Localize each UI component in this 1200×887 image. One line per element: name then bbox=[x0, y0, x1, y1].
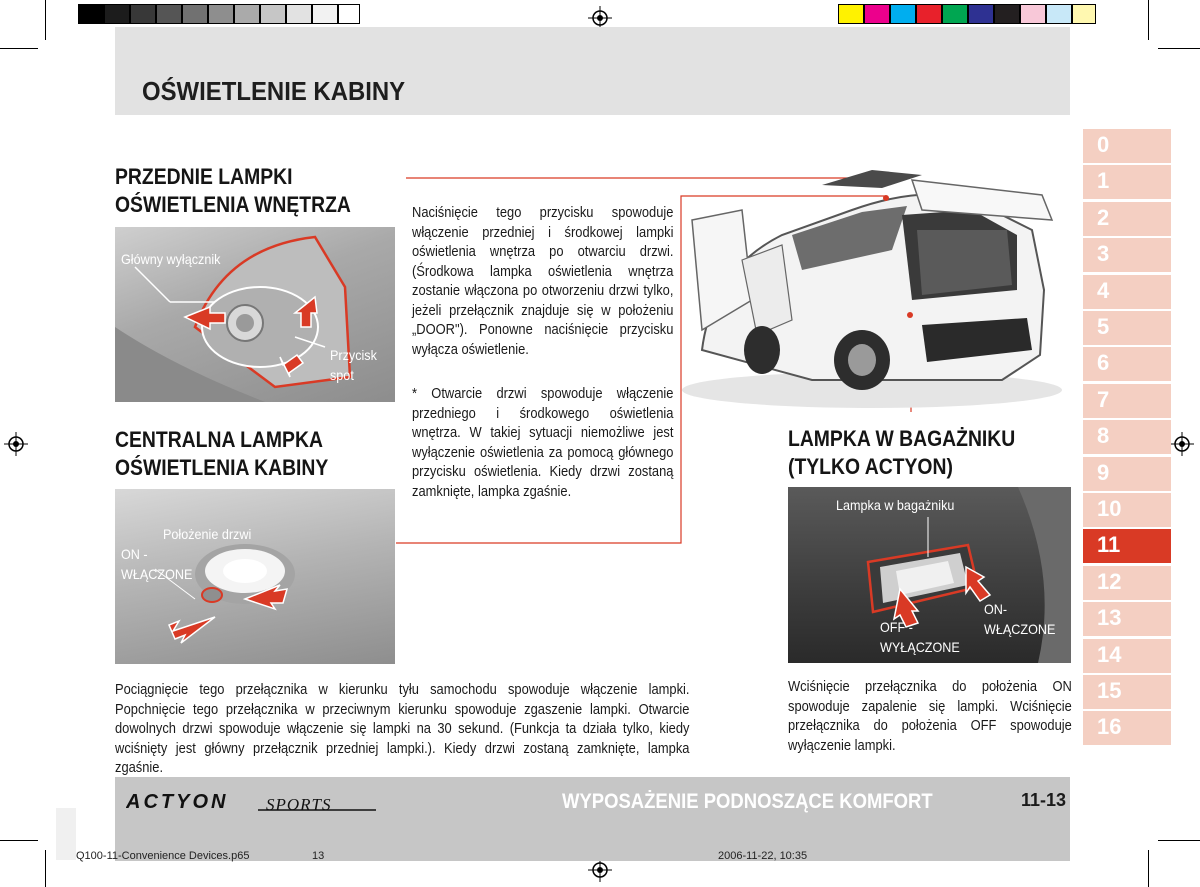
footer-section-title: WYPOSAŻENIE PODNOSZĄCE KOMFORT bbox=[562, 790, 933, 813]
central-lamp-photo bbox=[115, 489, 395, 664]
trunk-lamp-label: Lampka w bagażniku bbox=[836, 497, 955, 513]
chapter-tab-label: 8 bbox=[1097, 423, 1110, 449]
actyon-sports-logo bbox=[126, 790, 382, 814]
chapter-tab-label: 12 bbox=[1097, 568, 1122, 594]
chapter-tab-label: 4 bbox=[1097, 277, 1110, 303]
print-date: 2006-11-22, 10:35 bbox=[718, 850, 808, 862]
car-illustration bbox=[672, 140, 1072, 420]
front-lamps-heading bbox=[115, 163, 351, 219]
print-page-number: 13 bbox=[312, 850, 325, 862]
door-note-text: * Otwarcie drzwi spowoduje włączenie przedniego i środkowego oświetlenia wnętrza. W takiej sytuacji niemożliwe jest wyłączenie oświetlenia za pomocą głównego przycisku oświetlenia. Kiedy drzwi zostaną zamknięte, lampka zgaśnie. bbox=[412, 385, 674, 500]
chapter-tab-label: 15 bbox=[1097, 678, 1122, 703]
heading-line: CENTRALNA LAMPKA bbox=[115, 427, 323, 452]
car-drawing bbox=[672, 140, 1072, 420]
trunk-lamp-photo bbox=[788, 487, 1071, 663]
chapter-tab-label: 5 bbox=[1097, 314, 1110, 339]
chapter-tab-label: 10 bbox=[1097, 496, 1122, 521]
chapter-tab-label: 14 bbox=[1097, 641, 1122, 667]
on-label-line1: ON - bbox=[121, 546, 148, 562]
central-lamp-description: Pociągnięcie tego przełącznika w kierunku tyłu samochodu spowoduje włączenie lampki. Popchnięcie tego przełącznika w przeciwnym kierunku spowoduje zgaszenie lampki. Otwarcie dowolnych drzwi spowoduje włączenie się lampki na 30 sekund. (Funkcja ta działa tylko, kiedy wciśnięty jest główny przełącznik przedniej lampki.). Kiedy drzwi zostaną zamknięte, lampka zgaśnie. bbox=[115, 681, 690, 776]
on-label-line2: WŁĄCZONE bbox=[121, 566, 193, 582]
central-lamp-heading bbox=[115, 426, 328, 482]
trunk-lamp-description: Wciśnięcie przełącznika do położenia ON spowoduje zapalenie się lampki. Wciśnięcie przełącznika do położenia OFF spowoduje wyłączenie lampki. bbox=[788, 678, 1072, 754]
chapter-tab-label: 16 bbox=[1097, 714, 1122, 740]
on-label-line1: ON- bbox=[984, 601, 1008, 617]
chapter-tab-label: 11 bbox=[1097, 532, 1121, 558]
page-number: 11-13 bbox=[1021, 790, 1067, 810]
off-label-line2: WYŁĄCZONE bbox=[880, 639, 960, 655]
page-title: OŚWIETLENIE KABINY bbox=[142, 76, 406, 106]
chapter-tab-label: 13 bbox=[1097, 605, 1122, 631]
chapter-tab-label: 6 bbox=[1097, 350, 1110, 376]
door-position-label: Położenie drzwi bbox=[163, 526, 252, 542]
heading-line: OŚWIETLENIA WNĘTRZA bbox=[115, 192, 351, 217]
chapter-tab-label: 2 bbox=[1097, 204, 1110, 230]
print-file-name: Q100-11-Convenience Devices.p65 bbox=[76, 850, 250, 862]
off-label-line1: OFF - bbox=[880, 619, 913, 635]
logo-wordmark: ACTYON bbox=[126, 791, 229, 813]
trunk-lamp-heading bbox=[788, 425, 1015, 481]
chapter-tab-label: 3 bbox=[1097, 241, 1110, 267]
heading-line: OŚWIETLENIA KABINY bbox=[115, 455, 329, 480]
spot-button-label-line1: Przycisk bbox=[330, 347, 377, 363]
front-lamp-photo bbox=[115, 227, 395, 402]
heading-line: (TYLKO ACTYON) bbox=[788, 454, 953, 479]
logo-sports-script: SPORTS bbox=[266, 795, 332, 814]
spot-button-label-line2: spot bbox=[330, 367, 354, 383]
heading-line: LAMPKA W BAGAŻNIKU bbox=[788, 426, 1016, 451]
heading-line: PRZEDNIE LAMPKI bbox=[115, 164, 293, 189]
footer-edge-strip bbox=[56, 808, 76, 860]
front-lamps-description: Naciśnięcie tego przycisku spowoduje włączenie przedniej i środkowej lampki oświetlenia wnętrza po otwarciu drzwi. (Środkowa lampka oświetlenia wnętrza zostanie włączona po otworzeniu drzwi tylko, jeżeli przełącznik znajduje się w położeniu „DOOR"). Ponowne naciśnięcie przycisku wyłącza oświetlenie. bbox=[412, 204, 674, 358]
chapter-tab-label: 7 bbox=[1097, 386, 1110, 412]
on-label-line2: WŁĄCZONE bbox=[984, 621, 1056, 637]
chapter-tab-label: 0 bbox=[1097, 132, 1110, 157]
chapter-tab-label: 1 bbox=[1097, 168, 1110, 194]
main-switch-label: Główny wyłącznik bbox=[121, 251, 221, 267]
chapter-tab-label: 9 bbox=[1097, 459, 1110, 485]
